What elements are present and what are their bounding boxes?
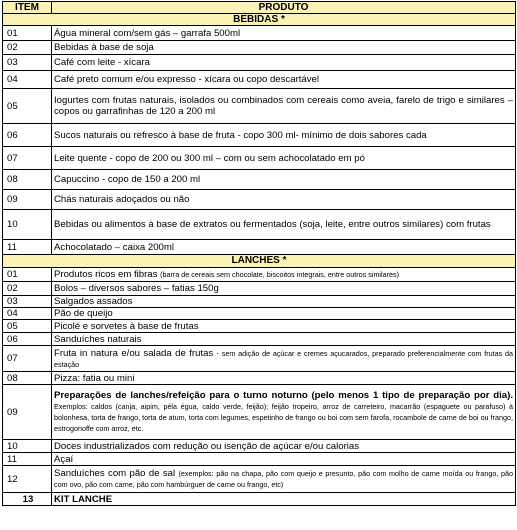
section-title: BEBIDAS * bbox=[3, 14, 516, 26]
item-number: 13 bbox=[3, 493, 52, 506]
column-header-item: ITEM bbox=[3, 2, 52, 14]
table-row bbox=[3, 385, 516, 440]
item-number: 06 bbox=[3, 124, 52, 147]
product-text: KIT LANCHE bbox=[52, 493, 516, 506]
table-row bbox=[3, 210, 516, 240]
table-row bbox=[3, 55, 516, 71]
table-row bbox=[3, 453, 516, 466]
product-table bbox=[2, 1, 516, 506]
column-header-produto: PRODUTO bbox=[52, 2, 516, 14]
item-number: 11 bbox=[3, 240, 52, 255]
item-number: 01 bbox=[3, 26, 52, 41]
product-text: Capuccino - copo de 150 a 200 ml bbox=[52, 170, 516, 190]
table-row bbox=[3, 296, 516, 308]
table-row bbox=[3, 41, 516, 55]
product-name: Sanduíches com pão de sal bbox=[54, 468, 176, 479]
product-text: Picolé e sorvetes à base de frutas bbox=[52, 320, 516, 333]
product-text: Água mineral com/sem gás – garrafa 500ml bbox=[52, 26, 516, 41]
product-name: Preparações de lanches/refeição para o turno noturno (pelo menos 1 tipo de preparação por dia). bbox=[54, 390, 513, 401]
product-text: Iogurtes com frutas naturais, isolados ou combinados com cereais como aveia, farelo de trigo e similares – copos ou garrafinhas de 120 a 200 ml bbox=[52, 89, 516, 124]
table-row bbox=[3, 147, 516, 170]
product-name: Fruta in natura e/ou salada de frutas bbox=[54, 347, 214, 359]
item-number: 06 bbox=[3, 333, 52, 346]
item-number: 03 bbox=[3, 55, 52, 71]
table-header-row bbox=[3, 2, 516, 14]
product-text: Açaí bbox=[52, 453, 516, 466]
section-header-lanches bbox=[3, 255, 516, 268]
product-text: Pizza: fatia ou mini bbox=[52, 372, 516, 385]
item-number: 02 bbox=[3, 41, 52, 55]
product-text: Bebidas à base de soja bbox=[52, 41, 516, 55]
table-row bbox=[3, 346, 516, 372]
item-number: 07 bbox=[3, 346, 52, 372]
item-number: 01 bbox=[3, 268, 52, 282]
product-text: Bebidas ou alimentos à base de extratos ou fermentados (soja, leite, entre outros similares) com frutas bbox=[52, 210, 516, 240]
product-note: (exemplos: pão na chapa, pão com queijo e presunto, pão com molho de carne moída ou frango, pão com ovo, pão com carne, pão com hambúrguer de carne ou frango, etc) bbox=[54, 469, 513, 489]
item-number: 10 bbox=[3, 210, 52, 240]
table-row bbox=[3, 240, 516, 255]
table-row bbox=[3, 440, 516, 453]
product-note: (barra de cereais sem chocolate, biscoitos integrais, entre outros similares) bbox=[160, 270, 399, 279]
item-number: 10 bbox=[3, 440, 52, 453]
item-number: 08 bbox=[3, 170, 52, 190]
product-text: Salgados assados bbox=[52, 296, 516, 308]
product-text bbox=[52, 466, 516, 493]
table-row bbox=[3, 268, 516, 282]
product-text: Café com leite - xícara bbox=[52, 55, 516, 71]
product-text: Chás naturais adoçados ou não bbox=[52, 190, 516, 210]
item-number: 07 bbox=[3, 147, 52, 170]
table-row bbox=[3, 282, 516, 296]
section-header-bebidas bbox=[3, 14, 516, 26]
table-row bbox=[3, 320, 516, 333]
product-text: Sucos naturais ou refresco à base de fruta - copo 300 ml- mínimo de dois sabores cada bbox=[52, 124, 516, 147]
item-number: 05 bbox=[3, 89, 52, 124]
item-number: 02 bbox=[3, 282, 52, 296]
item-number: 05 bbox=[3, 320, 52, 333]
product-text: Leite quente - copo de 200 ou 300 ml – com ou sem achocolatado em pó bbox=[52, 147, 516, 170]
product-text: Achocolatado – caixa 200ml bbox=[52, 240, 516, 255]
product-text bbox=[52, 268, 516, 282]
item-number: 09 bbox=[3, 190, 52, 210]
table-row bbox=[3, 333, 516, 346]
product-note: Exemplos: caldos (canja, aipim, péla égua, caldo verde, feijão); feijão tropeiro, arroz de carreteiro, macarrão (espaguete ou parafuso) à bolonhesa, torta de frango, torta de atum, torta com legumes, espetinho de frango ou boi com sem farofa, rocambole de carne de boi ou frango, estrogonoffe com arroz, etc. bbox=[54, 402, 513, 433]
item-number: 04 bbox=[3, 71, 52, 89]
product-text: Pão de queijo bbox=[52, 308, 516, 320]
table-row bbox=[3, 308, 516, 320]
table-row bbox=[3, 372, 516, 385]
section-title: LANCHES * bbox=[3, 255, 516, 268]
product-text bbox=[52, 346, 516, 372]
item-number: 03 bbox=[3, 296, 52, 308]
table-row bbox=[3, 26, 516, 41]
product-text bbox=[52, 385, 516, 440]
table-row bbox=[3, 89, 516, 124]
table-row bbox=[3, 124, 516, 147]
item-number: 11 bbox=[3, 453, 52, 466]
product-text: Doces industrializados com redução ou isenção de açúcar e/ou calorias bbox=[52, 440, 516, 453]
table-row bbox=[3, 170, 516, 190]
item-number: 08 bbox=[3, 372, 52, 385]
product-note: - sem adição de açúcar e cremes açucarados, preparado preferencialmente com frutas da estação bbox=[54, 348, 514, 369]
item-number: 09 bbox=[3, 385, 52, 440]
product-text: Bolos – diversos sabores – fatias 150g bbox=[52, 282, 516, 296]
product-text: Sanduíches naturais bbox=[52, 333, 516, 346]
item-number: 04 bbox=[3, 308, 52, 320]
table-row bbox=[3, 190, 516, 210]
table-row bbox=[3, 71, 516, 89]
table-row bbox=[3, 466, 516, 493]
product-text: Café preto comum e/ou expresso - xícara ou copo descartável bbox=[52, 71, 516, 89]
product-name: Produtos ricos em fibras bbox=[54, 269, 158, 280]
table-row bbox=[3, 493, 516, 506]
item-number: 12 bbox=[3, 466, 52, 493]
